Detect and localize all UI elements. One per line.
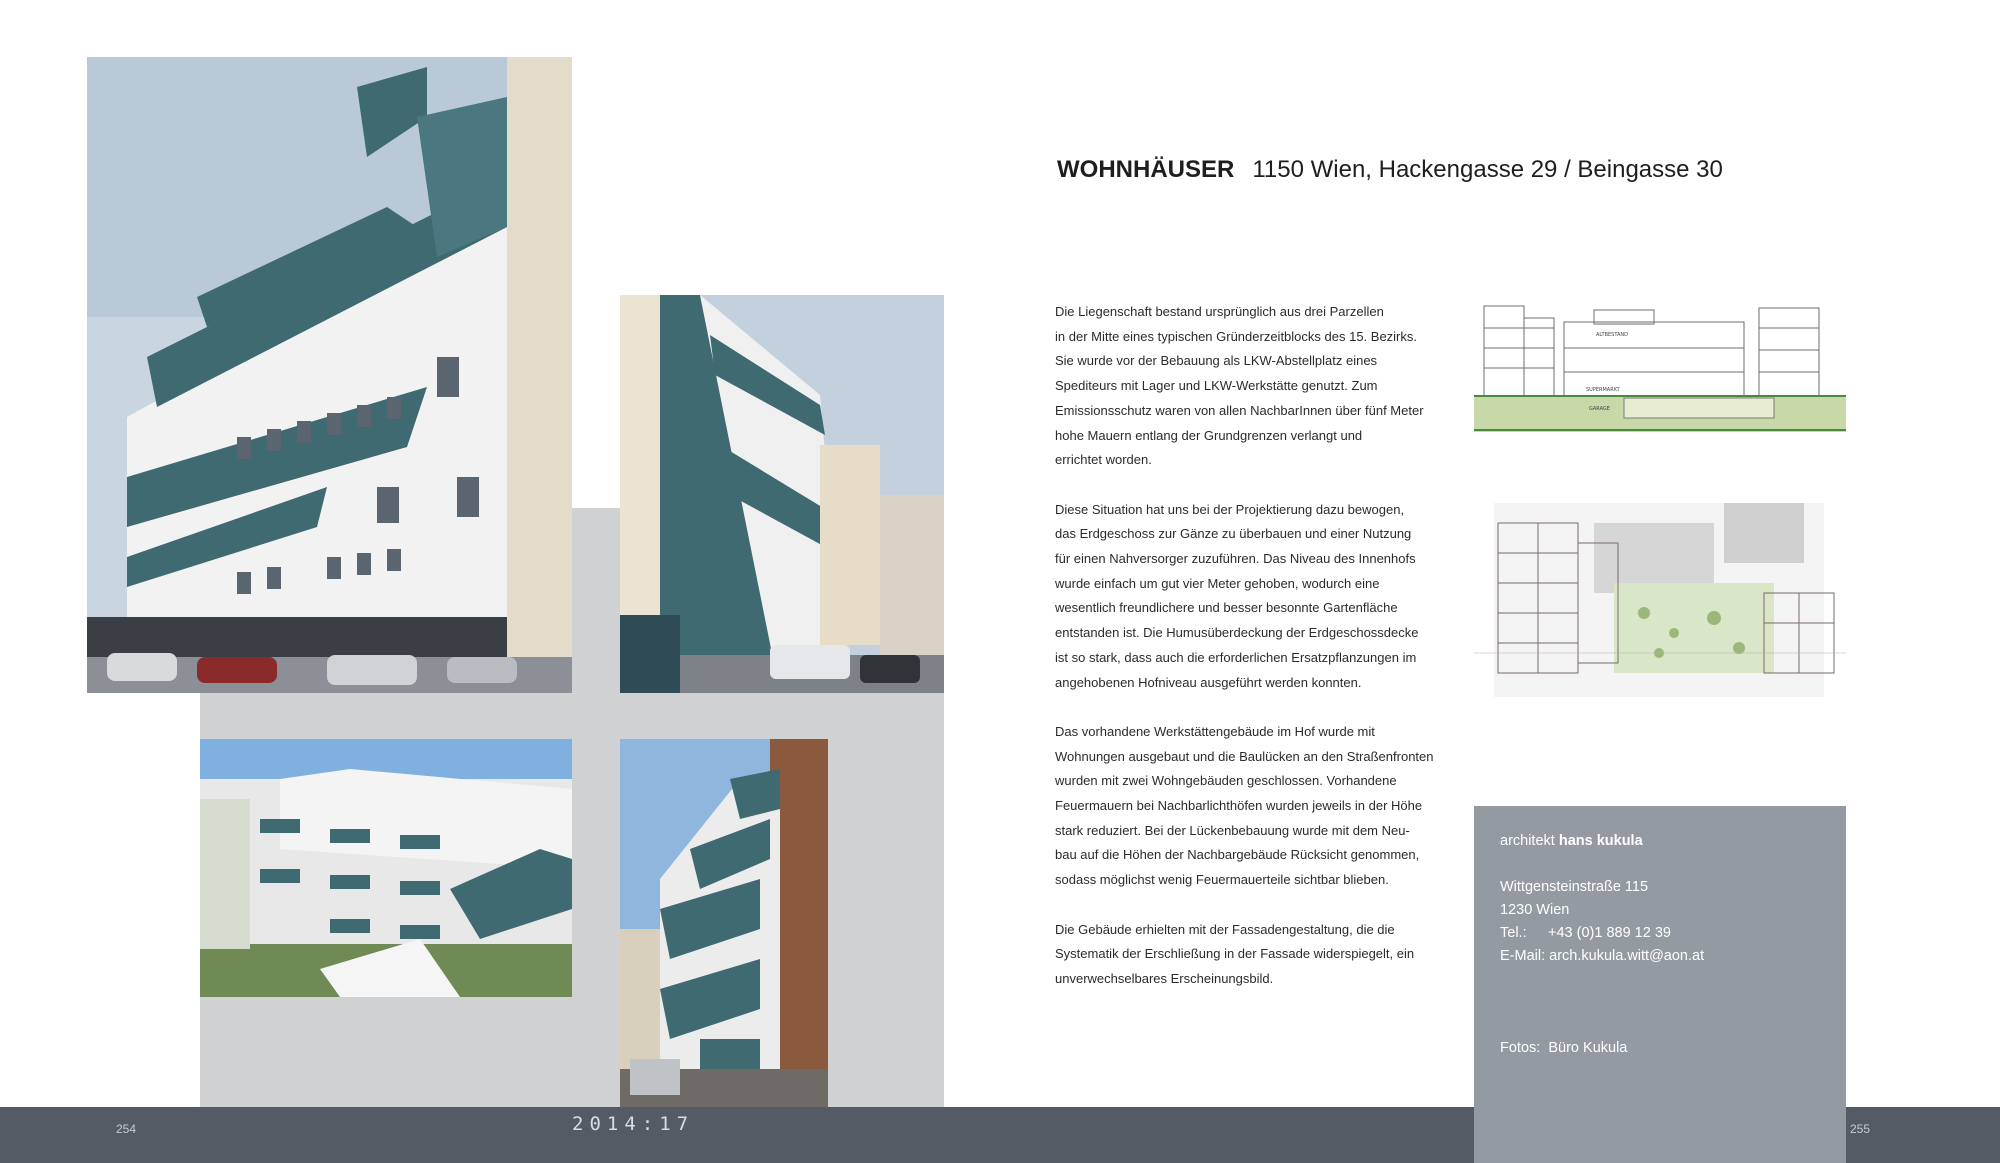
section-label-garage: GARAGE — [1589, 406, 1610, 412]
photo-main-facade — [87, 57, 572, 693]
email-value: arch.kukula.witt@aon.at — [1549, 948, 1705, 964]
paragraph-3: Das vorhandene Werkstättengebäude im Hof wurde mit Wohnungen ausgebaut und die Baulücken an den Straßenfronten wurden mit zwei Wohngebäuden geschlossen. Vorhandene Feuermauern bei Nachbarlichthöfen wurden jeweils in der Höhe stark reduziert. Bei der Lückenbebauung wurde mit dem Neu- bau auf die Höhen der Nachbargebäude Rücksicht genommen, sodass möglichst wenig Feuermauerteile sichtbar blieben. — [1055, 723, 1434, 888]
photo-credit — [1500, 1040, 1627, 1056]
photo-credit-label: Fotos: — [1500, 1040, 1541, 1056]
section-label-altbestand: ALTBESTAND — [1596, 332, 1629, 338]
architect-line — [1500, 833, 1643, 849]
address-email — [1500, 948, 1704, 964]
body-text — [1055, 300, 1445, 1016]
title-address: 1150 Wien, Hackengasse 29 / Beingasse 30 — [1252, 156, 1723, 183]
address-city: 1230 Wien — [1500, 902, 1570, 918]
section-drawing — [1474, 298, 1846, 432]
photo-street-perspective — [620, 295, 944, 693]
paragraph-2: Diese Situation hat uns bei der Projektierung dazu bewogen, das Erdgeschoss zur Gänze zu überbauen und einer Nutzung für einen Nahversorger zuzuführen. Das Niveau des Innenhofs wurde einfach um gut vier Meter gehoben, wodurch eine wesentlich freundlichere und besser besonnte Gartenfläche entstanden ist. Die Humusüberdeckung der Erdgeschossdecke ist so stark, dass auch die erforderlichen Ersatzpflanzungen im angehobenen Hofniveau ausgeführt werden konnten. — [1055, 501, 1419, 690]
architect-info-box — [1474, 806, 1846, 1163]
page-number-left: 254 — [116, 1122, 137, 1136]
page-title — [1057, 156, 1723, 184]
address-phone — [1500, 925, 1671, 941]
paragraph-1: Die Liegenschaft bestand ursprünglich aus drei Parzellen in der Mitte eines typischen Gründerzeitblocks des 15. Bezirks. Sie wurde vor der Bebauung als LKW-Abstellplatz eines Spediteurs mit Lager und LKW-Werkstätte genutzt. Zum Emissionsschutz waren von allen NachbarInnen über fünf Meter hohe Mauern entlang der Grundgrenzen verlangt und errichtet worden. — [1055, 304, 1424, 468]
phone-label: Tel.: — [1500, 925, 1527, 941]
email-label: E-Mail: — [1500, 948, 1546, 964]
architect-name: hans kukula — [1558, 833, 1643, 849]
photo-credit-value: Büro Kukula — [1548, 1040, 1628, 1056]
architect-prefix: architekt — [1500, 833, 1555, 849]
section-label-supermarkt: SUPERMARKT — [1586, 387, 1620, 393]
page-number-right: 255 — [1850, 1122, 1871, 1136]
address-street: Wittgensteinstraße 115 — [1500, 879, 1649, 895]
photo-courtyard — [200, 739, 572, 997]
paragraph-4: Die Gebäude erhielten mit der Fassadengestaltung, die die Systematik der Erschließung in der Fassade widerspiegelt, ein unverwechselbares Erscheinungsbild. — [1055, 921, 1415, 986]
title-project-name: WOHNHÄUSER — [1057, 156, 1235, 183]
photo-gap-building — [620, 739, 828, 1107]
phone-value: +43 (0)1 889 12 39 — [1548, 925, 1671, 941]
floor-plan-drawing — [1474, 503, 1846, 697]
footer-issue-mark: 2014:17 — [572, 1113, 695, 1135]
